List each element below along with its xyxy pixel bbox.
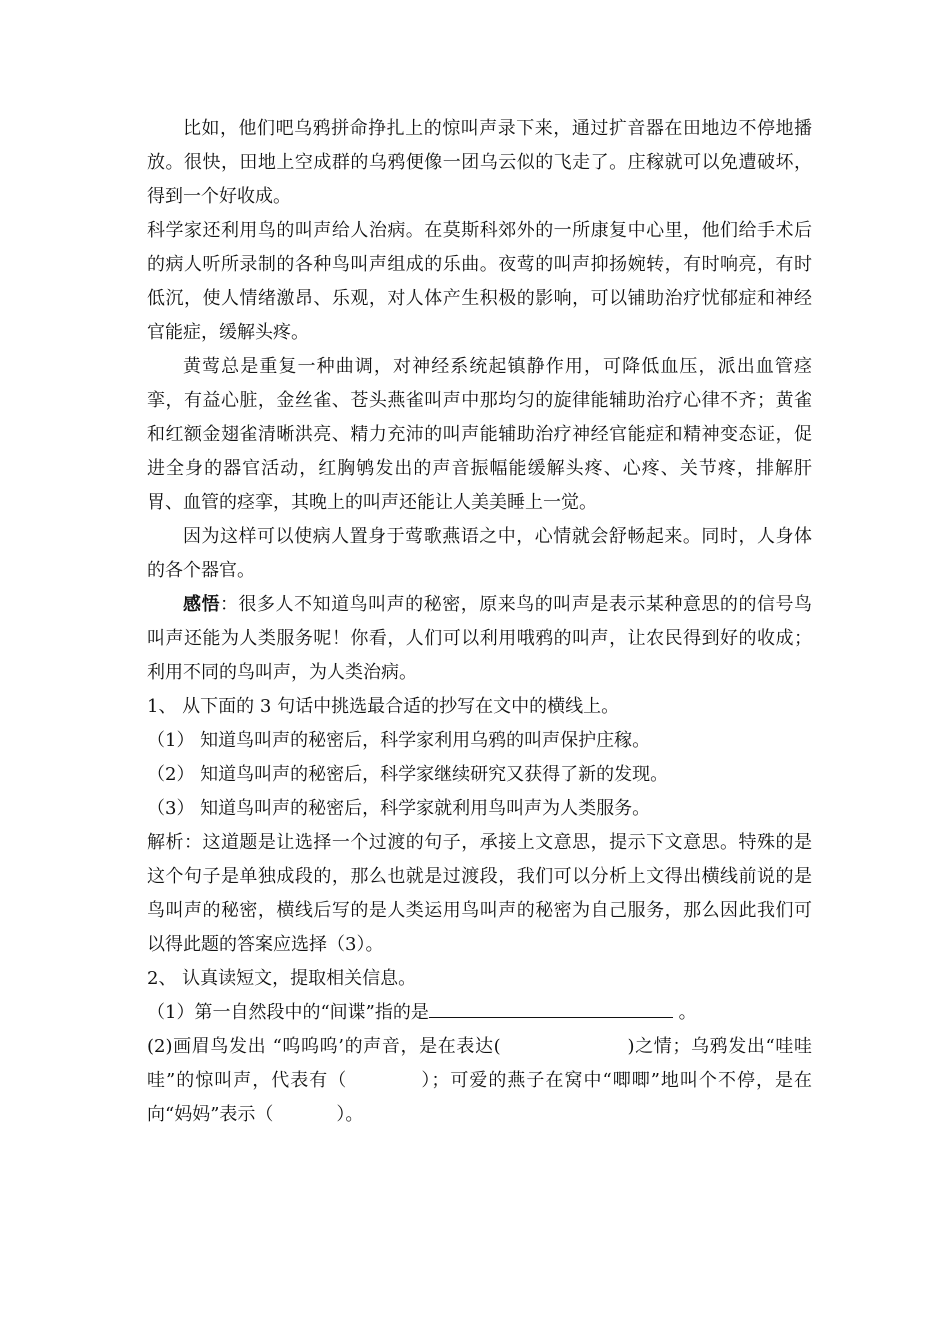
option-2: （2） 知道鸟叫声的秘密后，科学家继续研究又获得了新的发现。 (147, 764, 669, 785)
question-1: 1、 从下面的 3 句话中挑选最合适的抄写在文中的横线上。 (147, 696, 620, 717)
question-2-1 (147, 996, 812, 1030)
paragraph-insight (147, 588, 812, 690)
question-2: 2、 认真读短文，提取相关信息。 (147, 968, 417, 989)
document-page (147, 112, 812, 1132)
question-2-2: (2)画眉鸟发出 “呜呜呜’的声音，是在表达( )之情；乌鸦发出“哇哇哇”的惊叫声，代表有（ ）；可爱的燕子在窝中“唧唧”地叫个不停，是在向“妈妈”表示（ ）。 (147, 1036, 812, 1125)
analysis-text: 解析：这道题是让选择一个过渡的句子，承接上文意思，提示下文意思。特殊的是这个句子是单独成段的，那么也就是过渡段，我们可以分析上文得出横线前说的是鸟叫声的秘密，横线后写的是人类运用鸟叫声的秘密为自己服务，那么因此我们可以得此题的答案应选择（3）。 (147, 832, 812, 955)
paragraph-crow-sound: 比如，他们吧乌鸦拼命挣扎上的惊叫声录下来，通过扩音器在田地边不停地播放。很快，田地上空成群的乌鸦便像一团乌云似的飞走了。庄稼就可以免遭破坏，得到一个好收成。 (147, 118, 812, 207)
paragraph-comfort: 因为这样可以使病人置身于莺歌燕语之中，心情就会舒畅起来。同时，人身体的各个器官。 (147, 526, 812, 581)
paragraph-bird-therapy: 科学家还利用鸟的叫声给人治病。在莫斯科郊外的一所康复中心里，他们给手术后的病人听所录制的各种鸟叫声组成的乐曲。夜莺的叫声抑扬婉转，有时响亮，有时低沉，使人情绪激昂、乐观，对人体产生积极的影响，可以铺助治疗忧郁症和神经官能症，缓解头疼。 (147, 220, 812, 343)
insight-text: ：很多人不知道鸟叫声的秘密，原来鸟的叫声是表示某种意思的的信号鸟叫声还能为人类服务呢！你看，人们可以利用哦鸦的叫声，让农民得到好的收成；利用不同的鸟叫声，为人类治病。 (147, 594, 812, 683)
insight-label: 感悟 (183, 594, 221, 615)
question-2-1-suffix: 。 (672, 1002, 697, 1023)
answer-blank-line[interactable] (429, 999, 673, 1018)
option-3: （3） 知道鸟叫声的秘密后，科学家就利用鸟叫声为人类服务。 (147, 798, 651, 819)
option-1: （1） 知道鸟叫声的秘密后，科学家利用乌鸦的叫声保护庄稼。 (147, 730, 651, 751)
question-2-1-prefix: （1）第一自然段中的“间谍”指的是 (147, 1002, 429, 1023)
paragraph-oriole: 黄莺总是重复一种曲调，对神经系统起镇静作用，可降低血压，派出血管痉挛，有益心脏，金丝雀、苍头燕雀叫声中那均匀的旋律能辅助治疗心律不齐；黄雀和红额金翅雀清晰洪亮、精力充沛的叫声能辅助治疗神经官能症和精神变态证，促进全身的器官活动，红胸鸲发出的声音振幅能缓解头疼、心疼、关节疼，排解肝胃、血管的痉挛，其晚上的叫声还能让人美美睡上一觉。 (147, 356, 812, 513)
